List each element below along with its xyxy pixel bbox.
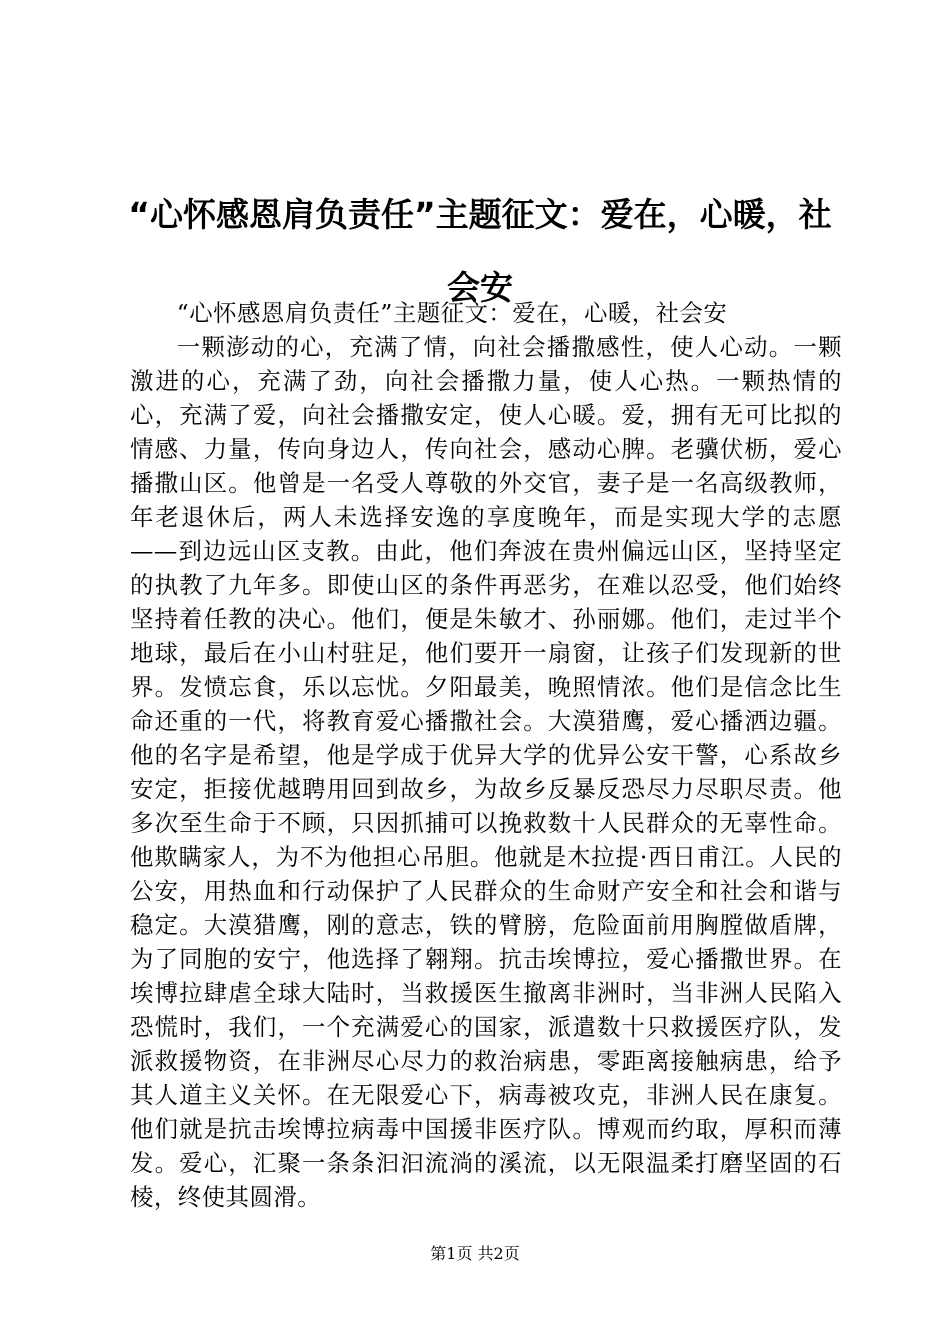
document-title: “心怀感恩肩负责任”主题征文：爱在，心暖，社会安 <box>128 195 832 307</box>
page-footer: 第1页 共2页 <box>430 1244 520 1263</box>
document-body <box>130 296 842 1214</box>
subtitle-paragraph: “心怀感恩肩负责任”主题征文：爱在，心暖，社会安 <box>176 299 728 327</box>
main-paragraph: 一颗澎动的心，充满了情，向社会播撒感性，使人心动。一颗激进的心，充满了劲，向社会播撒力量，使人心热。一颗热情的心，充满了爱，向社会播撒安定，使人心暖。爱，拥有无可比拟的情感、力量，传向身边人，传向社会，感动心脾。老骥伏枥，爱心播撒山区。他曾是一名受人尊敬的外交官，妻子是一名高级教师，年老退休后，两人未选择安逸的享度晚年，而是实现大学的志愿——到边远山区支教。由此，他们奔波在贵州偏远山区，坚持坚定的执教了九年多。即使山区的条件再恶劣，在难以忍受，他们始终坚持着任教的决心。他们，便是朱敏才、孙丽娜。他们，走过半个地球，最后在小山村驻足，他们要开一扇窗，让孩子们发现新的世界。发愤忘食，乐以忘忧。夕阳最美，晚照情浓。他们是信念比生命还重的一代，将教育爱心播撒社会。大漠猎鹰，爱心播洒边疆。他的名字是希望，他是学成于优异大学的优异公安干警，心系故乡安定，拒接优越聘用回到故乡，为故乡反暴反恐尽力尽职尽责。他多次至生命于不顾，只因抓捕可以挽救数十人民群众的无辜性命。他欺瞒家人，为不为他担心吊胆。他就是木拉提·西日甫江。人民的公安，用热血和行动保护了人民群众的生命财产安全和社会和谐与稳定。大漠猎鹰，刚的意志，铁的臂膀，危险面前用胸膛做盾牌，为了同胞的安宁，他选择了翱翔。抗击埃博拉，爱心播撒世界。在埃博拉肆虐全球大陆时，当救援医生撤离非洲时，当非洲人民陷入恐慌时，我们，一个充满爱心的国家，派遣数十只救援医疗队，发派救援物资，在非洲尽心尽力的救治病患，零距离接触病患，给予其人道主义关怀。在无限爱心下，病毒被攻克，非洲人民在康复。他们就是抗击埃博拉病毒中国援非医疗队。博观而约取，厚积而薄发。爱心，汇聚一条条汩汩流淌的溪流，以无限温柔打磨坚固的石棱，终使其圆滑。 <box>130 333 842 1211</box>
